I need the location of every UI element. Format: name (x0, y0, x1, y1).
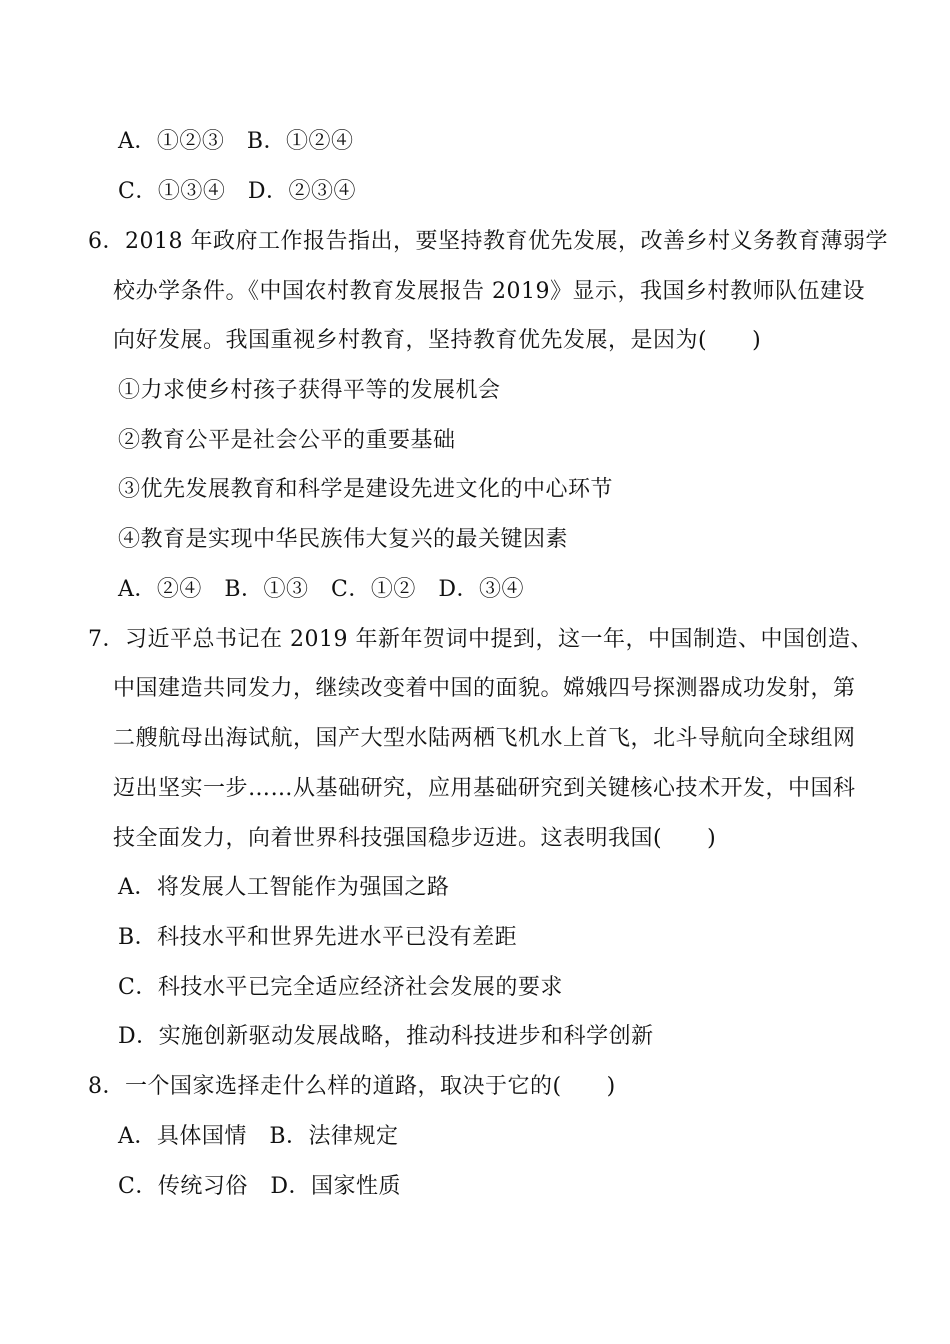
q7-option-b: B．科技水平和世界先进水平已没有差距 (118, 925, 518, 950)
q7-stem-line-3: 二艘航母出海试航，国产大型水陆两栖飞机水上首飞，北斗导航向全球组网 (113, 726, 856, 751)
q6-statement-3: ③优先发展教育和科学是建设先进文化的中心环节 (118, 477, 614, 502)
q6-statement-4: ④教育是实现中华民族伟大复兴的最关键因素 (118, 527, 569, 552)
q5-options-row-1: A．①②③ B．①②④ (118, 129, 354, 154)
q7-option-d: D．实施创新驱动发展战略，推动科技进步和科学创新 (118, 1024, 654, 1049)
q8-options-row-1: A．具体国情 B．法律规定 (118, 1124, 399, 1149)
q7-stem-line-1: 7．习近平总书记在 2019 年新年贺词中提到，这一年，中国制造、中国创造、 (88, 627, 873, 652)
q6-stem-line-3: 向好发展。我国重视乡村教育，坚持教育优先发展，是因为( ) (113, 328, 762, 353)
q7-stem-line-5: 技全面发力，向着世界科技强国稳步迈进。这表明我国( ) (113, 826, 717, 851)
q7-option-c: C．科技水平已完全适应经济社会发展的要求 (118, 975, 563, 1000)
q5-options-row-2: C．①③④ D．②③④ (118, 179, 356, 204)
q8-stem: 8．一个国家选择走什么样的道路，取决于它的( ) (88, 1074, 616, 1099)
q7-stem-line-2: 中国建造共同发力，继续改变着中国的面貌。嫦娥四号探测器成功发射，第 (113, 676, 856, 701)
q7-option-a: A．将发展人工智能作为强国之路 (118, 875, 450, 900)
q6-stem-line-1: 6．2018 年政府工作报告指出，要坚持教育优先发展，改善乡村义务教育薄弱学 (88, 229, 888, 254)
q6-stem-line-2: 校办学条件。《中国农村教育发展报告 2019》显示，我国乡村教师队伍建设 (113, 279, 865, 304)
q6-statement-2: ②教育公平是社会公平的重要基础 (118, 428, 456, 453)
q6-statement-1: ①力求使乡村孩子获得平等的发展机会 (118, 378, 501, 403)
q7-stem-line-4: 迈出坚实一步……从基础研究，应用基础研究到关键核心技术开发，中国科 (113, 776, 856, 801)
q6-options: A．②④ B．①③ C．①② D．③④ (118, 577, 525, 602)
q8-options-row-2: C．传统习俗 D．国家性质 (118, 1174, 401, 1199)
